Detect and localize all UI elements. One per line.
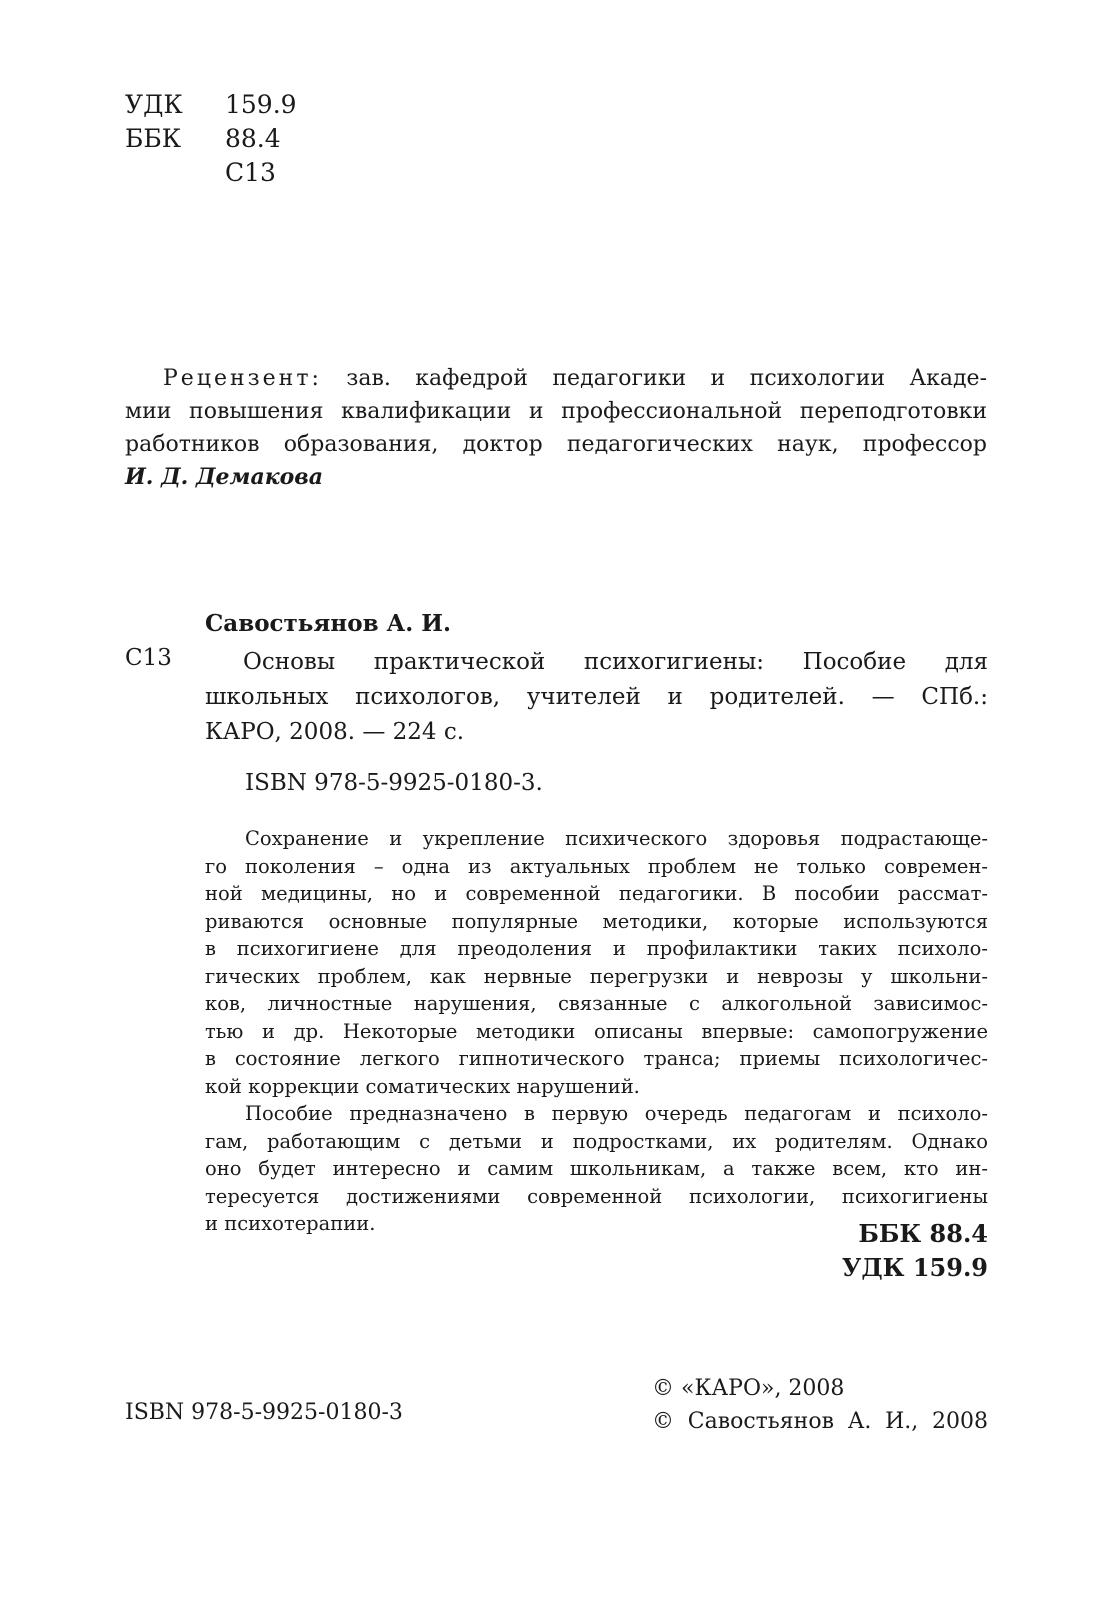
annotation-line: Сохранение и укрепление психического здоровья подрастающе-	[245, 827, 988, 850]
annotation-line: в психогигиене для преодоления и профилактики таких психоло-	[205, 937, 988, 960]
udk-code-right: УДК 159.9	[841, 1253, 988, 1282]
isbn-footer: ISBN 978-5-9925-0180-3	[125, 1400, 403, 1425]
bbk-code-right: ББК 88.4	[858, 1219, 988, 1248]
annotation-line: в состояние легкого гипнотического транса; приемы психологичес-	[205, 1047, 988, 1070]
annotation-line: ков, личностные нарушения, связанные с алкогольной зависимос-	[205, 992, 988, 1015]
copyright-author: © Савостьянов А. И., 2008	[652, 1409, 988, 1434]
book-description-line: Основы практической психогигиены: Пособие для	[243, 649, 988, 675]
copyright-publisher: © «КАРО», 2008	[652, 1376, 845, 1401]
reviewer-line: работников образования, доктор педагогических наук, профессор	[125, 432, 987, 457]
reviewer-line: мии повышения квалификации и профессиональной переподготовки	[125, 399, 987, 424]
book-description	[205, 645, 988, 750]
author-mark: С13	[225, 158, 276, 187]
annotation-line: риваются основные популярные методики, которые используются	[205, 909, 988, 933]
annotation-line: тересуется достижениями современной психологии, психогигиены	[205, 1184, 988, 1208]
annotation-line: Пособие предназначено в первую очередь педагогам и психоло-	[245, 1102, 988, 1125]
annotation	[205, 825, 988, 1238]
annotation-line: ной медицины, но и современной педагогики. В пособии рассмат-	[205, 882, 988, 905]
udk-value: 159.9	[225, 90, 297, 119]
annotation-line: гических проблем, как нервные перегрузки и неврозы у школьни-	[205, 964, 988, 988]
annotation-line: оно будет интересно и самим школьникам, а также всем, кто ин-	[205, 1157, 988, 1180]
isbn: ISBN 978-5-9925-0180-3.	[245, 770, 543, 796]
annotation-line: и психотерапии.	[205, 1212, 376, 1235]
udk-label: УДК	[125, 90, 183, 119]
reviewer-line	[125, 362, 987, 395]
copyright-block	[652, 1372, 988, 1438]
reviewer-label: Рецензент:	[163, 366, 322, 391]
annotation-line: гам, работающим с детьми и подростками, их родителям. Однако	[205, 1129, 988, 1153]
annotation-line: го поколения – одна из актуальных проблем не только современ-	[205, 854, 988, 878]
reviewer-block	[125, 362, 987, 494]
bbk-value: 88.4	[225, 124, 281, 153]
reviewer-text: зав. кафедрой педагогики и психологии Акаде-	[346, 366, 987, 391]
author-mark-code: С13	[125, 645, 172, 671]
book-description-line: школьных психологов, учителей и родителей. — СПб.:	[205, 684, 988, 710]
annotation-line: кой коррекции соматических нарушений.	[205, 1074, 640, 1098]
book-author: Савостьянов А. И.	[205, 610, 452, 637]
bbk-label: ББК	[125, 124, 182, 153]
book-description-line: КАРО, 2008. — 224 с.	[205, 719, 465, 745]
annotation-line: тью и др. Некоторые методики описаны впервые: самопогружение	[205, 1019, 988, 1043]
reviewer-name: И. Д. Демакова	[125, 464, 323, 490]
